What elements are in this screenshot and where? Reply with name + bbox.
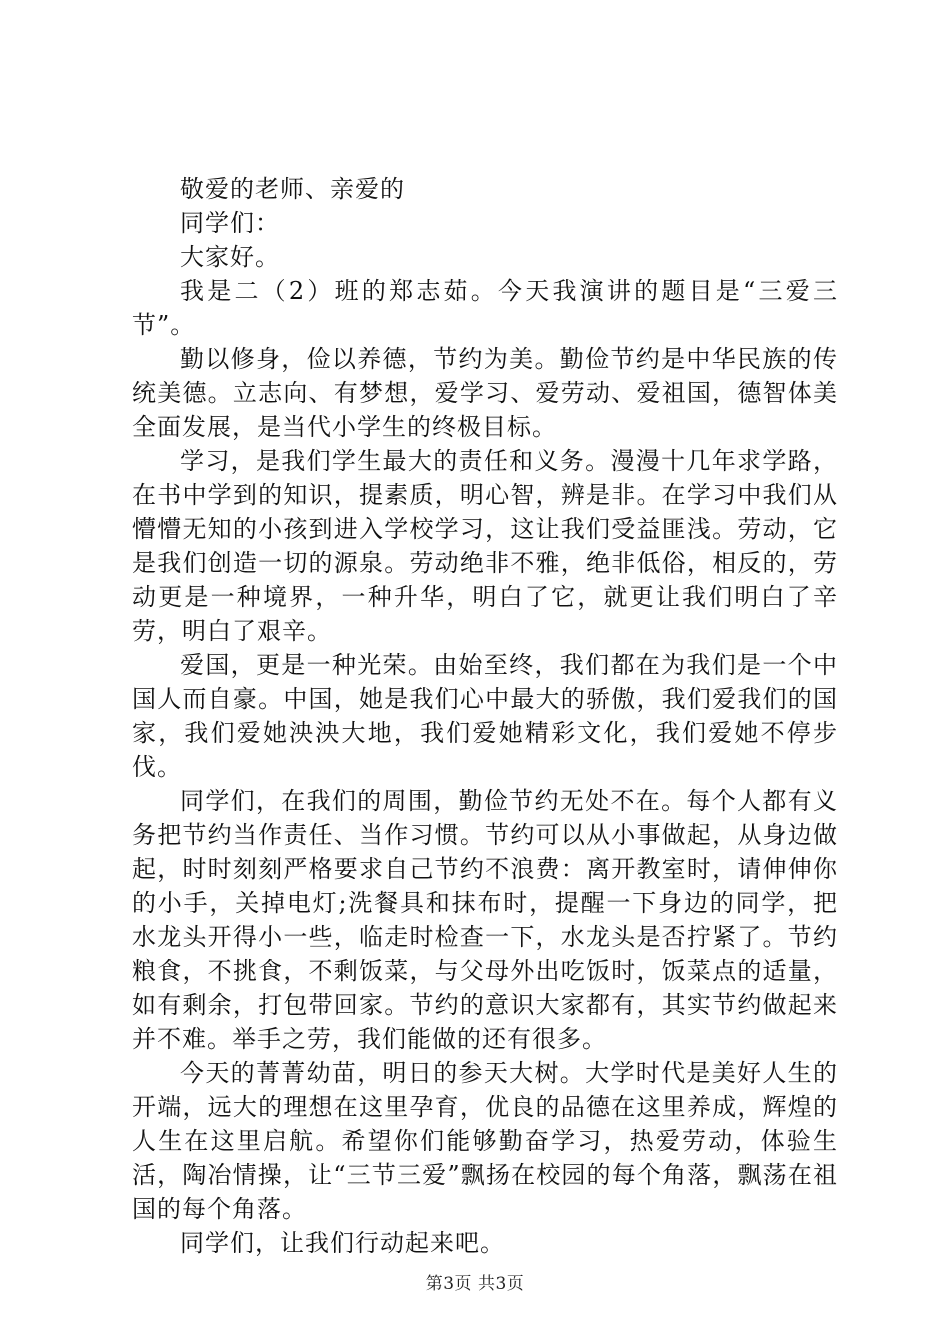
paragraph-study-labor: 学习，是我们学生最大的责任和义务。漫漫十几年求学路，在书中学到的知识，提素质，明心智，辨是非。在学习中我们从懵懵无知的小孩到进入学校学习，这让我们受益匪浅。劳动，它是我们创造一切的源泉。劳动绝非不雅，绝非低俗，相反的，劳动更是一种境界，一种升华，明白了它，就更让我们明白了辛劳，明白了艰辛。 xyxy=(132,447,838,645)
paragraph-virtue: 勤以修身，俭以养德，节约为美。勤俭节约是中华民族的传统美德。立志向、有梦想，爱学习、爱劳动、爱祖国，德智体美全面发展，是当代小学生的终极目标。 xyxy=(132,345,838,441)
page-number-footer: 第3页 共3页 xyxy=(425,1274,525,1294)
paragraph-closing: 同学们，让我们行动起来吧。 xyxy=(180,1229,505,1257)
paragraph-thrift: 同学们，在我们的周围，勤俭节约无处不在。每个人都有义务把节约当作责任、当作习惯。节约可以从小事做起，从身边做起，时时刻刻严格要求自己节约不浪费：离开教室时，请伸伸你的小手，关掉电灯;洗餐具和抹布时，提醒一下身边的同学，把水龙头开得小一些，临走时检查一下，水龙头是否拧紧了。节约粮食，不挑食，不剩饭菜，与父母外出吃饭时，饭菜点的适量，如有剩余，打包带回家。节约的意识大家都有，其实节约做起来并不难。举手之劳，我们能做的还有很多。 xyxy=(132,787,838,1053)
paragraph-patriotism: 爱国，更是一种光荣。由始至终，我们都在为我们是一个中国人而自豪。中国，她是我们心中最大的骄傲，我们爱我们的国家，我们爱她泱泱大地，我们爱她精彩文化，我们爱她不停步伐。 xyxy=(132,651,838,781)
salutation-line-2: 同学们： xyxy=(180,209,280,237)
greeting-line: 大家好。 xyxy=(180,243,280,271)
speech-body xyxy=(132,172,838,1260)
salutation-line-1: 敬爱的老师、亲爱的 xyxy=(180,175,405,203)
paragraph-intro: 我是二（2）班的郑志茹。今天我演讲的题目是“三爱三节”。 xyxy=(132,277,838,339)
paragraph-hope: 今天的菁菁幼苗，明日的参天大树。大学时代是美好人生的开端，远大的理想在这里孕育，优良的品德在这里养成，辉煌的人生在这里启航。希望你们能够勤奋学习，热爱劳动，体验生活，陶冶情操，让“三节三爱”飘扬在校园的每个角落，飘荡在祖国的每个角落。 xyxy=(132,1059,838,1223)
